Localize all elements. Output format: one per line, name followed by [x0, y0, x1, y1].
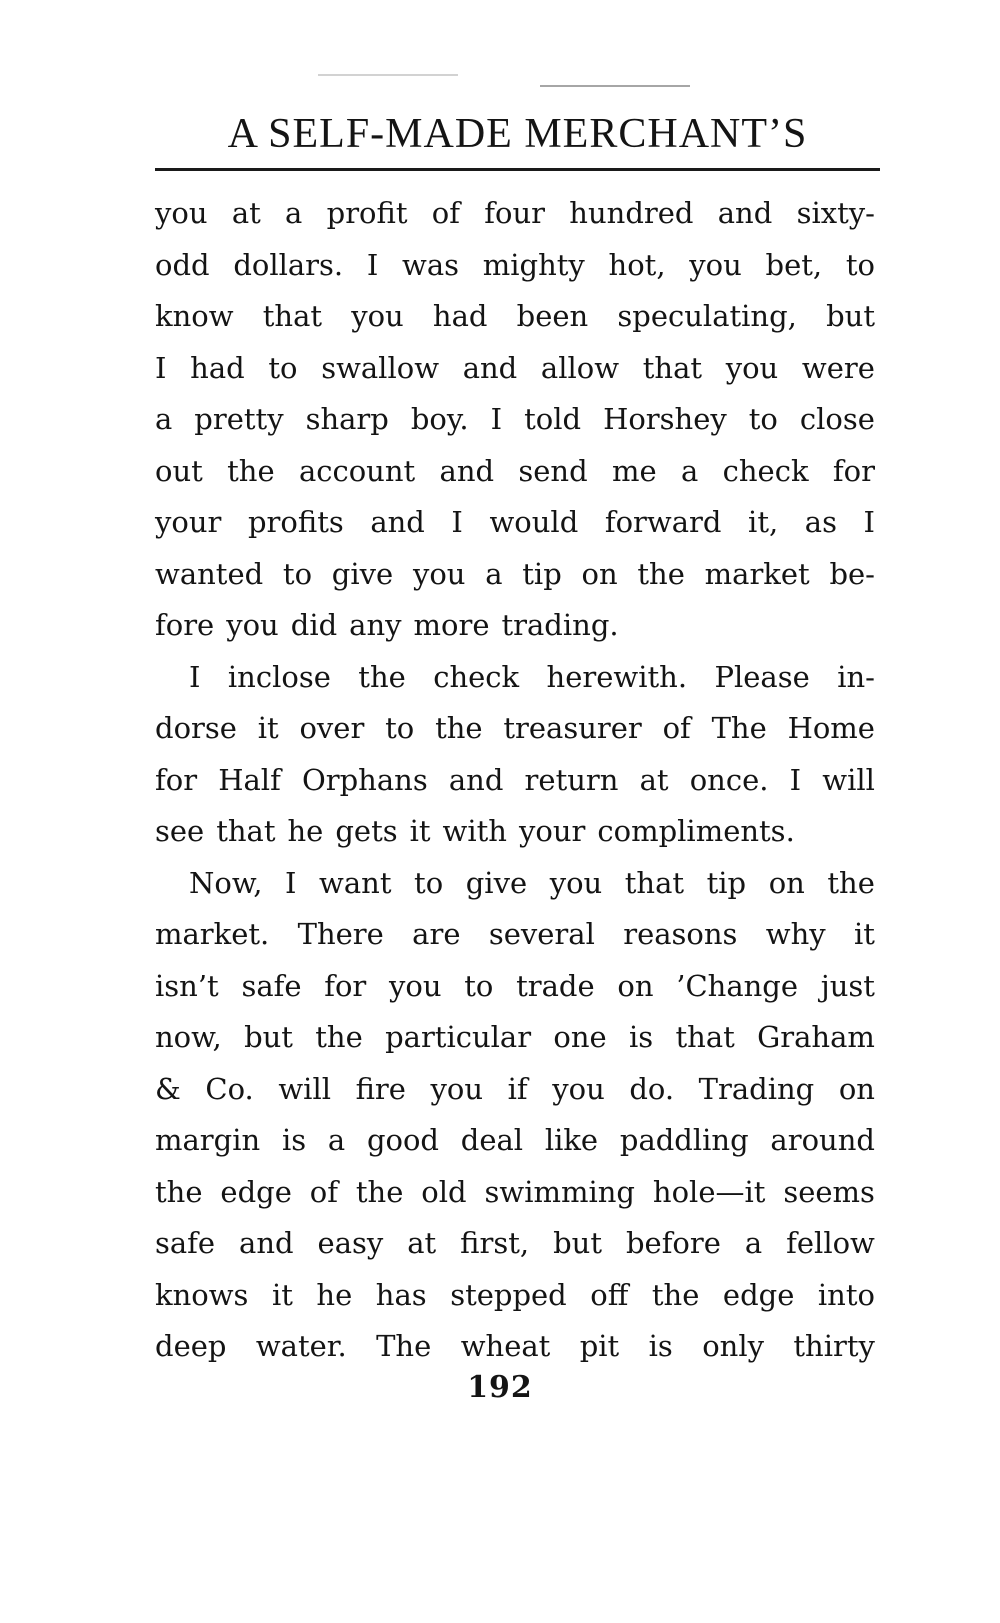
paragraph	[155, 188, 875, 652]
text-line: margin is a good deal like paddling around	[155, 1123, 875, 1157]
scan-artifact	[318, 74, 458, 76]
text-line: Now, I want to give you that tip on the	[189, 865, 875, 900]
text-line: out the account and send me a check for	[155, 453, 875, 488]
text-line: & Co. will fire you if you do. Trading on	[155, 1071, 875, 1106]
header-rule	[155, 168, 880, 171]
text-line: I inclose the check herewith. Please in-	[189, 659, 875, 694]
page-header	[155, 108, 880, 172]
text-line: knows it he has stepped off the edge into	[155, 1277, 875, 1312]
text-line: your profits and I would forward it, as I	[155, 505, 875, 539]
paragraph	[155, 652, 875, 858]
text-line: the edge of the old swimming hole—it seems	[155, 1174, 875, 1209]
text-line: know that you had been speculating, but	[155, 299, 875, 333]
scan-artifact	[540, 85, 690, 87]
text-line: I had to swallow and allow that you were	[155, 350, 875, 385]
text-line: fore you did any more trading.	[155, 608, 619, 642]
text-line: wanted to give you a tip on the market be-	[155, 556, 875, 591]
paragraph	[155, 858, 875, 1373]
text-line: now, but the particular one is that Graham	[155, 1020, 875, 1054]
text-line: a pretty sharp boy. I told Horshey to close	[155, 402, 875, 436]
text-line: deep water. The wheat pit is only thirty	[155, 1329, 875, 1363]
text-line: see that he gets it with your compliments.	[155, 814, 795, 848]
text-line: odd dollars. I was mighty hot, you bet, to	[155, 247, 875, 282]
text-line: dorse it over to the treasurer of The Home	[155, 711, 875, 745]
page-number: 192	[467, 1370, 533, 1405]
running-head: A SELF-MADE MERCHANT’S	[227, 111, 808, 157]
text-line: you at a profit of four hundred and sixty-	[155, 196, 875, 230]
text-line: for Half Orphans and return at once. I will	[155, 762, 875, 797]
body-text	[155, 188, 875, 1373]
text-line: market. There are several reasons why it	[155, 917, 875, 951]
text-line: isn’t safe for you to trade on ’Change just	[155, 968, 875, 1003]
text-line: safe and easy at first, but before a fellow	[155, 1226, 875, 1260]
